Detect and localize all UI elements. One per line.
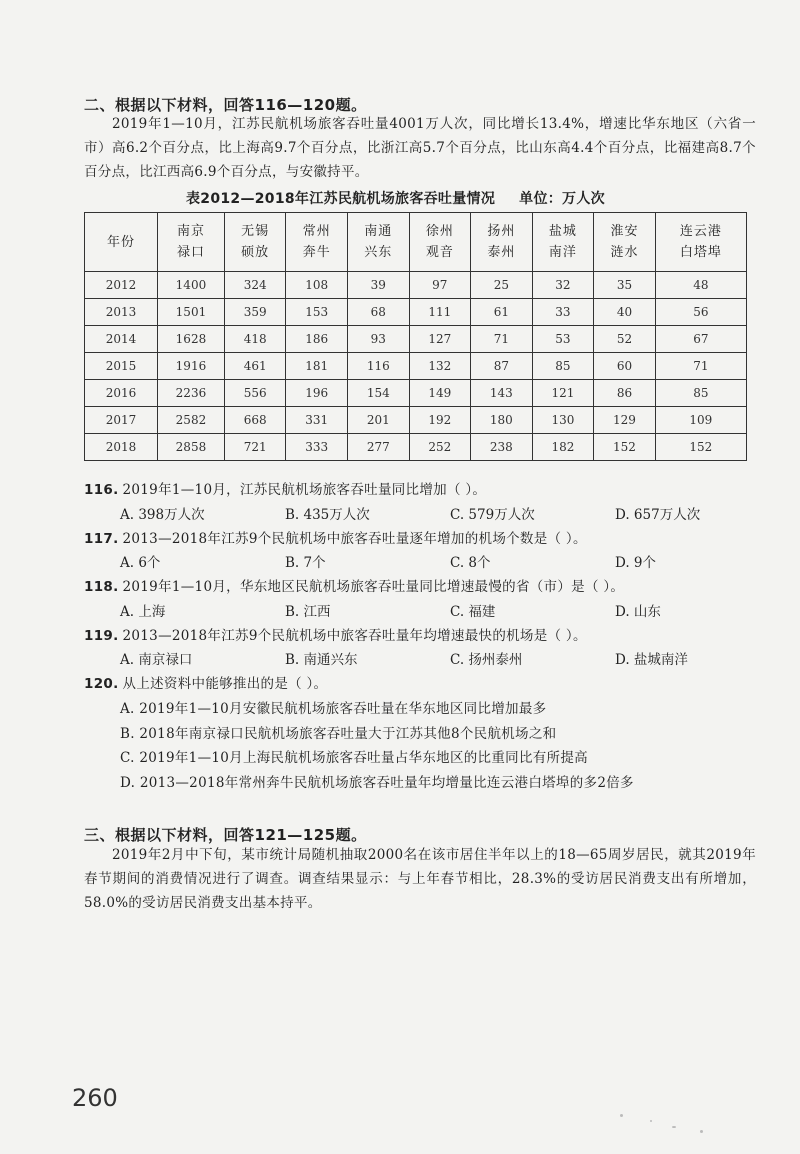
year-cell: 2018: [85, 434, 158, 461]
value-cell: 461: [224, 353, 286, 380]
option-c[interactable]: C. 扬州泰州: [450, 652, 523, 668]
airport-passenger-table: [84, 212, 747, 461]
header-huaian: 淮安 涟水: [594, 213, 656, 272]
value-cell: 154: [348, 380, 410, 407]
value-cell: 85: [655, 380, 746, 407]
value-cell: 668: [224, 407, 286, 434]
scan-speck: [650, 1120, 652, 1122]
question-116: 116. 2019年1—10月，江苏民航机场旅客吞吐量同比增加（ ）。: [84, 482, 487, 498]
value-cell: 324: [224, 272, 286, 299]
question-118: 118. 2019年1—10月，华东地区民航机场旅客吞吐量同比增速最慢的省（市）是（ ）。: [84, 579, 625, 595]
year-cell: 2013: [85, 299, 158, 326]
value-cell: 359: [224, 299, 286, 326]
value-cell: 61: [471, 299, 533, 326]
option-d[interactable]: D. 2013—2018年常州奔牛民航机场旅客吞吐量年均增量比连云港白塔埠的多2倍多: [120, 775, 634, 791]
question-119: 119. 2013—2018年江苏9个民航机场中旅客吞吐量年均增速最快的机场是（ ）。: [84, 628, 587, 644]
value-cell: 52: [594, 326, 656, 353]
value-cell: 71: [471, 326, 533, 353]
value-cell: 556: [224, 380, 286, 407]
header-lianyungang: 连云港 白塔埠: [655, 213, 746, 272]
scan-speck: [620, 1114, 623, 1117]
value-cell: 53: [532, 326, 594, 353]
value-cell: 418: [224, 326, 286, 353]
year-cell: 2017: [85, 407, 158, 434]
option-a[interactable]: A. 6个: [120, 555, 161, 571]
value-cell: 121: [532, 380, 594, 407]
option-b[interactable]: B. 2018年南京禄口民航机场旅客吞吐量大于江苏其他8个民航机场之和: [120, 726, 557, 742]
table-row: [85, 353, 747, 380]
option-a[interactable]: A. 2019年1—10月安徽民航机场旅客吞吐量在华东地区同比增加最多: [120, 701, 547, 717]
table-row: [85, 434, 747, 461]
value-cell: 35: [594, 272, 656, 299]
header-wuxi: 无锡 硕放: [224, 213, 286, 272]
table-caption-unit: 单位：万人次: [519, 191, 605, 207]
value-cell: 97: [409, 272, 471, 299]
option-a[interactable]: A. 398万人次: [120, 507, 205, 523]
value-cell: 2582: [158, 407, 225, 434]
value-cell: 252: [409, 434, 471, 461]
value-cell: 48: [655, 272, 746, 299]
value-cell: 68: [348, 299, 410, 326]
year-cell: 2016: [85, 380, 158, 407]
option-a[interactable]: A. 上海: [120, 604, 166, 620]
question-117: 117. 2013—2018年江苏9个民航机场中旅客吞吐量逐年增加的机场个数是（ ）。: [84, 531, 587, 547]
value-cell: 721: [224, 434, 286, 461]
value-cell: 32: [532, 272, 594, 299]
value-cell: 277: [348, 434, 410, 461]
header-yangzhou: 扬州 泰州: [471, 213, 533, 272]
option-c[interactable]: C. 579万人次: [450, 507, 535, 523]
value-cell: 60: [594, 353, 656, 380]
value-cell: 1501: [158, 299, 225, 326]
value-cell: 152: [594, 434, 656, 461]
value-cell: 71: [655, 353, 746, 380]
header-nantong: 南通 兴东: [348, 213, 410, 272]
value-cell: 201: [348, 407, 410, 434]
option-c[interactable]: C. 2019年1—10月上海民航机场旅客吞吐量占华东地区的比重同比有所提高: [120, 750, 588, 766]
value-cell: 152: [655, 434, 746, 461]
value-cell: 25: [471, 272, 533, 299]
table-caption-title: 表2012—2018年江苏民航机场旅客吞吐量情况: [186, 191, 496, 207]
year-cell: 2014: [85, 326, 158, 353]
value-cell: 108: [286, 272, 348, 299]
section-3-paragraph: 2019年2月中下旬，某市统计局随机抽取2000名在该市居住半年以上的18—65周岁居民，就其2019年春节期间的消费情况进行了调查。调查结果显示：与上年春节相比，28.3%的受访居民消费支出有所增加，58.0%的受访居民消费支出基本持平。: [84, 847, 756, 911]
value-cell: 109: [655, 407, 746, 434]
year-cell: 2012: [85, 272, 158, 299]
value-cell: 33: [532, 299, 594, 326]
table-row: [85, 272, 747, 299]
value-cell: 86: [594, 380, 656, 407]
option-b[interactable]: B. 435万人次: [285, 507, 370, 523]
value-cell: 116: [348, 353, 410, 380]
value-cell: 39: [348, 272, 410, 299]
header-changzhou: 常州 奔牛: [286, 213, 348, 272]
value-cell: 56: [655, 299, 746, 326]
value-cell: 87: [471, 353, 533, 380]
option-b[interactable]: B. 7个: [285, 555, 326, 571]
value-cell: 143: [471, 380, 533, 407]
value-cell: 111: [409, 299, 471, 326]
value-cell: 1916: [158, 353, 225, 380]
value-cell: 85: [532, 353, 594, 380]
value-cell: 130: [532, 407, 594, 434]
value-cell: 153: [286, 299, 348, 326]
option-a[interactable]: A. 南京禄口: [120, 652, 193, 668]
value-cell: 149: [409, 380, 471, 407]
value-cell: 192: [409, 407, 471, 434]
value-cell: 132: [409, 353, 471, 380]
value-cell: 2236: [158, 380, 225, 407]
value-cell: 181: [286, 353, 348, 380]
value-cell: 2858: [158, 434, 225, 461]
value-cell: 182: [532, 434, 594, 461]
value-cell: 186: [286, 326, 348, 353]
value-cell: 196: [286, 380, 348, 407]
option-b[interactable]: B. 江西: [285, 604, 331, 620]
option-d[interactable]: D. 657万人次: [615, 507, 701, 523]
value-cell: 40: [594, 299, 656, 326]
question-120: 120. 从上述资料中能够推出的是（ ）。: [84, 676, 328, 692]
option-d[interactable]: D. 9个: [615, 555, 657, 571]
table-row: [85, 326, 747, 353]
header-xuzhou: 徐州 观音: [409, 213, 471, 272]
table-header-row: [85, 213, 747, 272]
option-c[interactable]: C. 福建: [450, 604, 496, 620]
option-c[interactable]: C. 8个: [450, 555, 491, 571]
value-cell: 333: [286, 434, 348, 461]
value-cell: 180: [471, 407, 533, 434]
header-nanjing: 南京 禄口: [158, 213, 225, 272]
header-yancheng: 盐城 南洋: [532, 213, 594, 272]
table-row: [85, 299, 747, 326]
table-row: [85, 380, 747, 407]
value-cell: 331: [286, 407, 348, 434]
section-3-title: 三、根据以下材料，回答121—125题。: [84, 826, 367, 844]
scan-speck: [672, 1126, 676, 1128]
value-cell: 238: [471, 434, 533, 461]
option-d[interactable]: D. 盐城南洋: [615, 652, 688, 668]
value-cell: 127: [409, 326, 471, 353]
value-cell: 93: [348, 326, 410, 353]
header-year: 年份: [85, 213, 158, 272]
scan-speck: [700, 1130, 703, 1133]
year-cell: 2015: [85, 353, 158, 380]
section-2-paragraph: 2019年1—10月，江苏民航机场旅客吞吐量4001万人次，同比增长13.4%，增速比华东地区（六省一市）高6.2个百分点，比上海高9.7个百分点，比浙江高5.7个百分点，比山东高4.4个百分点，比福建高8.7个百分点，比江西高6.9个百分点，与安徽持平。: [84, 116, 756, 180]
option-d[interactable]: D. 山东: [615, 604, 661, 620]
table-caption: [186, 188, 605, 208]
value-cell: 1400: [158, 272, 225, 299]
value-cell: 129: [594, 407, 656, 434]
option-b[interactable]: B. 南通兴东: [285, 652, 358, 668]
section-2-title: 二、根据以下材料，回答116—120题。: [84, 96, 367, 114]
value-cell: 67: [655, 326, 746, 353]
table-row: [85, 407, 747, 434]
value-cell: 1628: [158, 326, 225, 353]
page-number: 260: [72, 1084, 118, 1112]
